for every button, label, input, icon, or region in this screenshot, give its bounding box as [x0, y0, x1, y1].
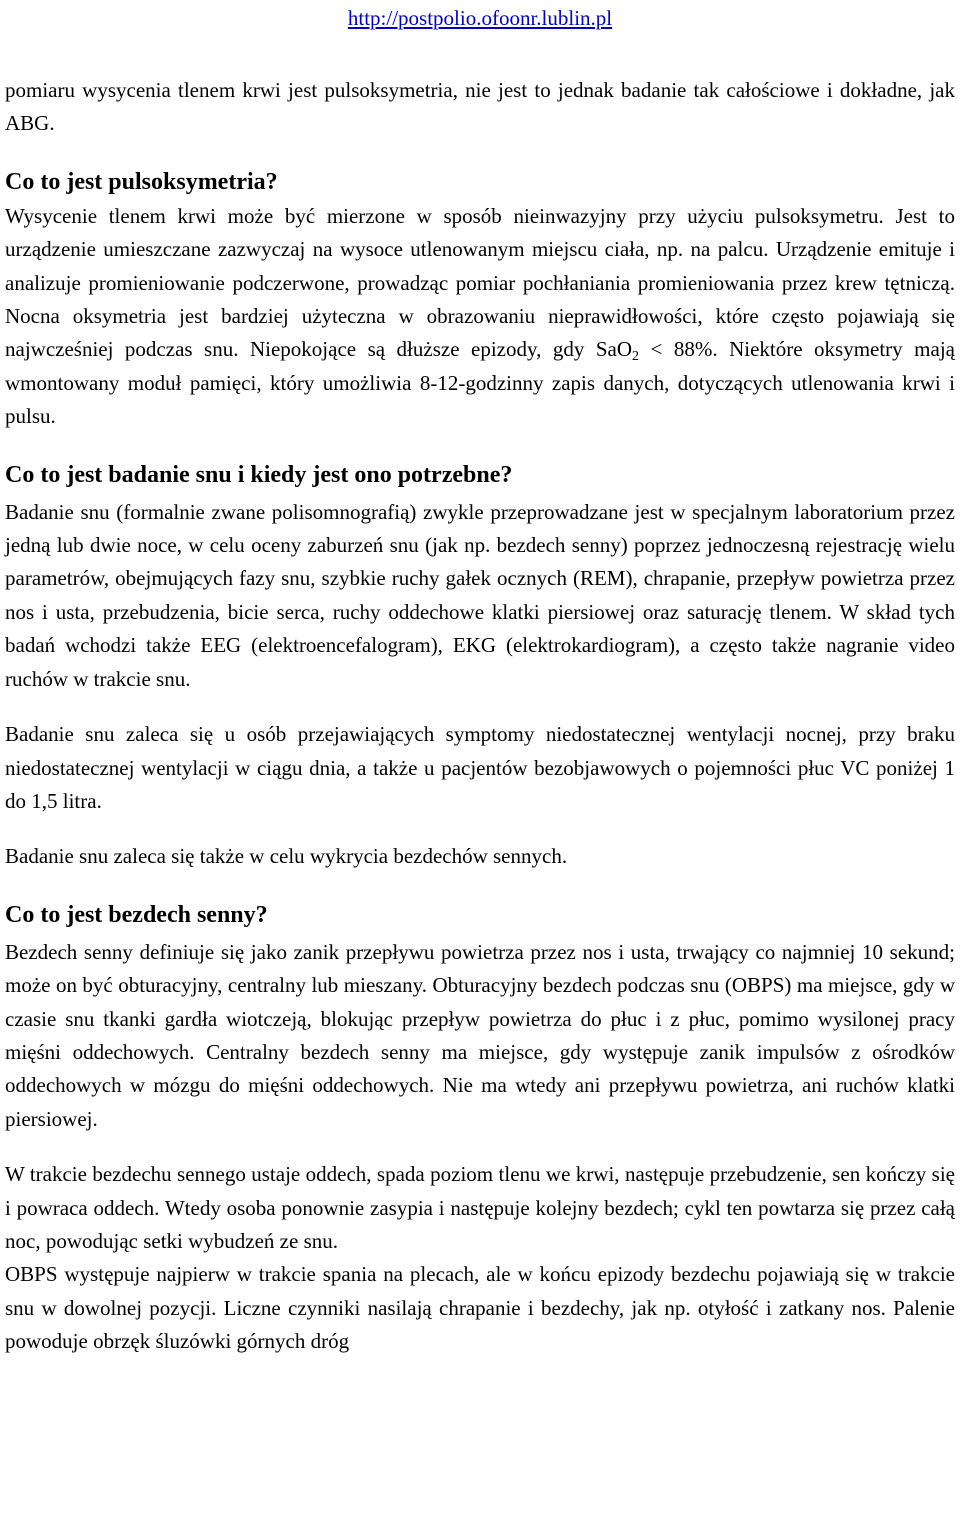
subscript-2: 2: [632, 349, 640, 365]
paragraph-bezdech-przebieg: W trakcie bezdechu sennego ustaje oddech, spada poziom tlenu we krwi, następuje przebudzenie, sen kończy się i powraca oddech. Wtedy osoba ponownie zasypia i następuje kolejny bezdech; cykl ten powtarza się przez całą noc, powodując setki wybudzeń ze snu.: [5, 1162, 955, 1253]
heading-bezdech-senny: Co to jest bezdech senny?: [5, 901, 268, 928]
paragraph-bezdech-definicja: Bezdech senny definiuje się jako zanik przepływu powietrza przez nos i usta, trwający co najmniej 10 sekund; może on być obturacyjny, centralny lub mieszany. Obturacyjny bezdech podczas snu (OBPS) ma miejsce, gdy w czasie snu tkanki gardła wiotczeją, blokując przepływ powietrza do płuc i z płuc, pomimo wysilonej pracy mięśni oddechowych. Centralny bezdech senny ma miejsce, gdy występuje zanik impulsów z ośrodków oddechowych w mózgu do mięśni oddechowych. Nie ma wtedy ani przepływu powietrza, ani ruchów klatki piersiowej.: [5, 939, 955, 1131]
paragraph-zalecenia: Badanie snu zaleca się u osób przejawiających symptomy niedostatecznej wentylacji nocnej, przy braku niedostatecznej wentylacji w ciągu dnia, a także u pacjentów bezobjawowych o pojemności płuc VC poniżej 1 do 1,5 litra.: [5, 722, 955, 813]
paragraph-pulsoksymetria-part1: Wysycenie tlenem krwi może być mierzone w sposób nieinwazyjny przy użyciu pulsoksymetru. Jest to urządzenie umieszczane zazwyczaj na wysoce utlenowanym miejscu ciała, np. na palcu. Urządzenie emituje i analizuje promieniowanie podczerwone, prowadząc pomiar pochłaniania promieniowania przez krew tętniczą. Nocna oksymetria jest bardziej użyteczna w obrazowaniu nieprawidłowości, które często pojawiają się najwcześniej podczas snu. Niepokojące są dłuższe epizody, gdy SaO: [5, 203, 955, 362]
heading-badanie-snu: Co to jest badanie snu i kiedy jest ono potrzebne?: [5, 461, 513, 488]
heading-pulsoksymetria: Co to jest pulsoksymetria?: [5, 168, 278, 195]
paragraph-obps: OBPS występuje najpierw w trakcie spania na plecach, ale w końcu epizody bezdechu pojawiają się w trakcie snu w dowolnej pozycji. Liczne czynniki nasilają chrapanie i bezdechy, jak np. otyłość i zatkany nos. Palenie powoduje obrzęk śluzówki górnych dróg: [5, 1262, 955, 1354]
paragraph-badanie-snu: Badanie snu (formalnie zwane polisomnografią) zwykle przeprowadzane jest w specjalnym laboratorium przez jedną lub dwie noce, w celu oceny zaburzeń snu (jak np. bezdech senny) poprzez jednoczesną rejestrację wielu parametrów, obejmujących fazy snu, szybkie ruchy gałek ocznych (REM), chrapanie, przepływ powietrza przez nos i usta, przebudzenia, bicie serca, ruchy oddechowe klatki piersiowej oraz saturację tlenem. W skład tych badań wchodzi także EEG (elektroencefalogram), EKG (elektrokardiogram), a często także nagranie video ruchów w trakcie snu.: [5, 499, 955, 691]
document-body: [5, 74, 955, 1359]
paragraph-pulsoksymetria: [5, 200, 955, 434]
header-url-link[interactable]: http://postpolio.ofoonr.lublin.pl: [347, 6, 613, 30]
paragraph-pulsoksymetria-part2: < 88%. Niektóre oksymetry mają wmontowany moduł pamięci, który umożliwia 8-12-godzinny zapis danych, dotyczących utlenowania krwi i pulsu.: [5, 337, 955, 429]
paragraph-bezdechy: Badanie snu zaleca się także w celu wykrycia bezdechów sennych.: [5, 844, 568, 869]
paragraph-abg-intro: pomiaru wysycenia tlenem krwi jest pulsoksymetria, nie jest to jednak badanie tak całościowe i dokładne, jak ABG.: [5, 78, 955, 136]
